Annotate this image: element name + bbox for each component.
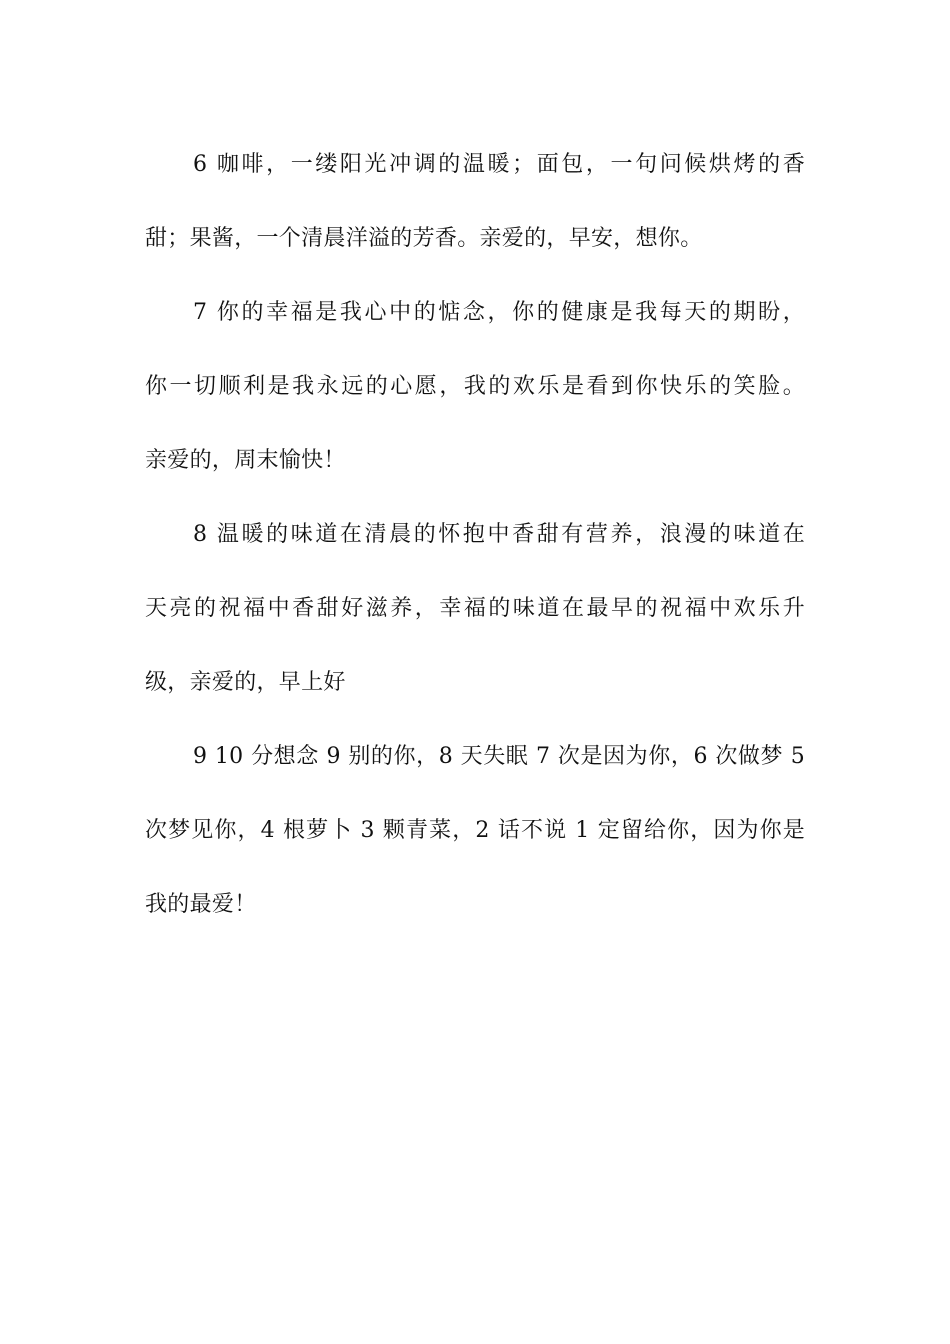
text-line: 甜；果酱，一个清晨洋溢的芳香。亲爱的，早安，想你。 — [145, 226, 703, 251]
paragraph-6 — [145, 128, 805, 276]
document-body — [145, 128, 805, 942]
text-line: 我的最爱！ — [145, 892, 257, 917]
text-line: 9 10 分想念 9 别的你，8 天失眠 7 次是因为你，6 次做梦 5 — [193, 744, 805, 769]
text-line: 8 温暖的味道在清晨的怀抱中香甜有营养，浪漫的味道在 — [193, 522, 805, 547]
text-line: 次梦见你，4 根萝卜 3 颗青菜，2 话不说 1 定留给你，因为你是 — [145, 818, 805, 843]
text-line: 6 咖啡，一缕阳光冲调的温暖；面包，一句问候烘烤的香 — [193, 152, 805, 177]
text-line: 你一切顺利是我永远的心愿，我的欢乐是看到你快乐的笑脸。 — [145, 374, 805, 399]
paragraph-9 — [145, 720, 805, 942]
text-line: 天亮的祝福中香甜好滋养，幸福的味道在最早的祝福中欢乐升 — [145, 596, 805, 621]
text-line: 亲爱的，周末愉快！ — [145, 448, 346, 473]
paragraph-8 — [145, 498, 805, 720]
text-line: 7 你的幸福是我心中的惦念，你的健康是我每天的期盼， — [193, 300, 805, 325]
text-line: 级，亲爱的，早上好 — [145, 670, 346, 695]
paragraph-7 — [145, 276, 805, 498]
